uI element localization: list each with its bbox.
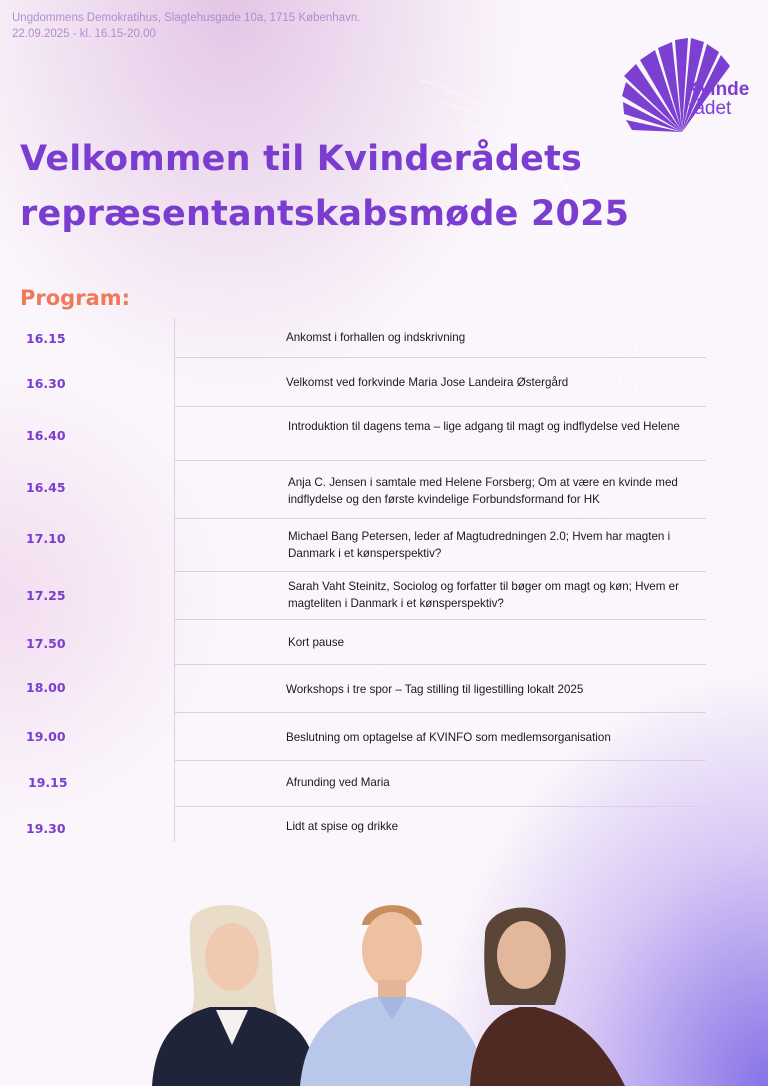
row-separator xyxy=(174,806,706,807)
row-separator xyxy=(174,571,706,572)
program-divider xyxy=(174,318,175,842)
program-desc: Anja C. Jensen i samtale med Helene Forsberg; Om at være en kvinde med indflydelse og den første kvindelige Forbundsformand for HK xyxy=(288,476,678,506)
speaker-photo-3 xyxy=(470,908,625,1086)
program-desc: Introduktion til dagens tema – lige adgang til magt og indflydelse ved Helene xyxy=(288,420,680,433)
program-desc: Beslutning om optagelse af KVINFO som medlemsorganisation xyxy=(286,731,611,744)
venue-text: Ungdommens Demokratihus, Slagtehusgade 10a, 1715 København. xyxy=(12,12,361,24)
program-time: 16.30 xyxy=(26,376,66,391)
program-desc: Velkomst ved forkvinde Maria Jose Landeira Østergård xyxy=(286,376,569,389)
program-time: 17.50 xyxy=(26,636,66,651)
logo-line-2: rådet xyxy=(688,98,732,119)
program-desc: Kort pause xyxy=(288,636,345,649)
program-time: 18.00 xyxy=(26,680,66,695)
program-time: 17.25 xyxy=(26,588,66,603)
program-time: 16.15 xyxy=(26,331,66,346)
speaker-photo-1 xyxy=(152,905,318,1086)
row-separator xyxy=(174,518,706,519)
speaker-photo-2 xyxy=(300,905,486,1086)
row-separator xyxy=(174,357,706,358)
program-time: 16.40 xyxy=(26,428,66,443)
logo-wordmark xyxy=(686,80,749,118)
program-time: 17.10 xyxy=(26,531,66,546)
datetime-text: 22.09.2025 - kl. 16.15-20.00 xyxy=(12,28,156,40)
title-line-2: repræsentantskabsmøde 2025 xyxy=(20,194,630,234)
program-time: 19.15 xyxy=(28,775,68,790)
program-time: 19.00 xyxy=(26,729,66,744)
program-time: 16.45 xyxy=(26,480,66,495)
row-separator xyxy=(174,406,706,407)
page-title xyxy=(20,132,720,242)
program-desc: Workshops i tre spor – Tag stilling til ligestilling lokalt 2025 xyxy=(286,683,584,696)
program-heading: Program: xyxy=(20,286,131,310)
title-line-1: Velkommen til Kvinderådets xyxy=(20,139,583,179)
row-separator xyxy=(174,460,706,461)
event-info xyxy=(12,10,360,42)
row-separator xyxy=(174,619,706,620)
row-separator xyxy=(174,712,706,713)
program-desc: Sarah Vaht Steinitz, Sociolog og forfatter til bøger om magt og køn; Hvem er magteliten i Danmark i et kønsperspektiv? xyxy=(288,580,679,610)
program-time: 19.30 xyxy=(26,821,66,836)
program-desc: Ankomst i forhallen og indskrivning xyxy=(286,331,466,344)
row-separator xyxy=(174,664,706,665)
program-desc: Afrunding ved Maria xyxy=(286,776,390,789)
program-desc: Michael Bang Petersen, leder af Magtudredningen 2.0; Hvem har magten i Danmark i et kønsperspektiv? xyxy=(288,530,671,560)
speaker-photos xyxy=(150,895,640,1086)
logo-line-1: Kvinde xyxy=(686,79,750,100)
row-separator xyxy=(174,760,706,761)
program-desc: Lidt at spise og drikke xyxy=(286,820,399,833)
